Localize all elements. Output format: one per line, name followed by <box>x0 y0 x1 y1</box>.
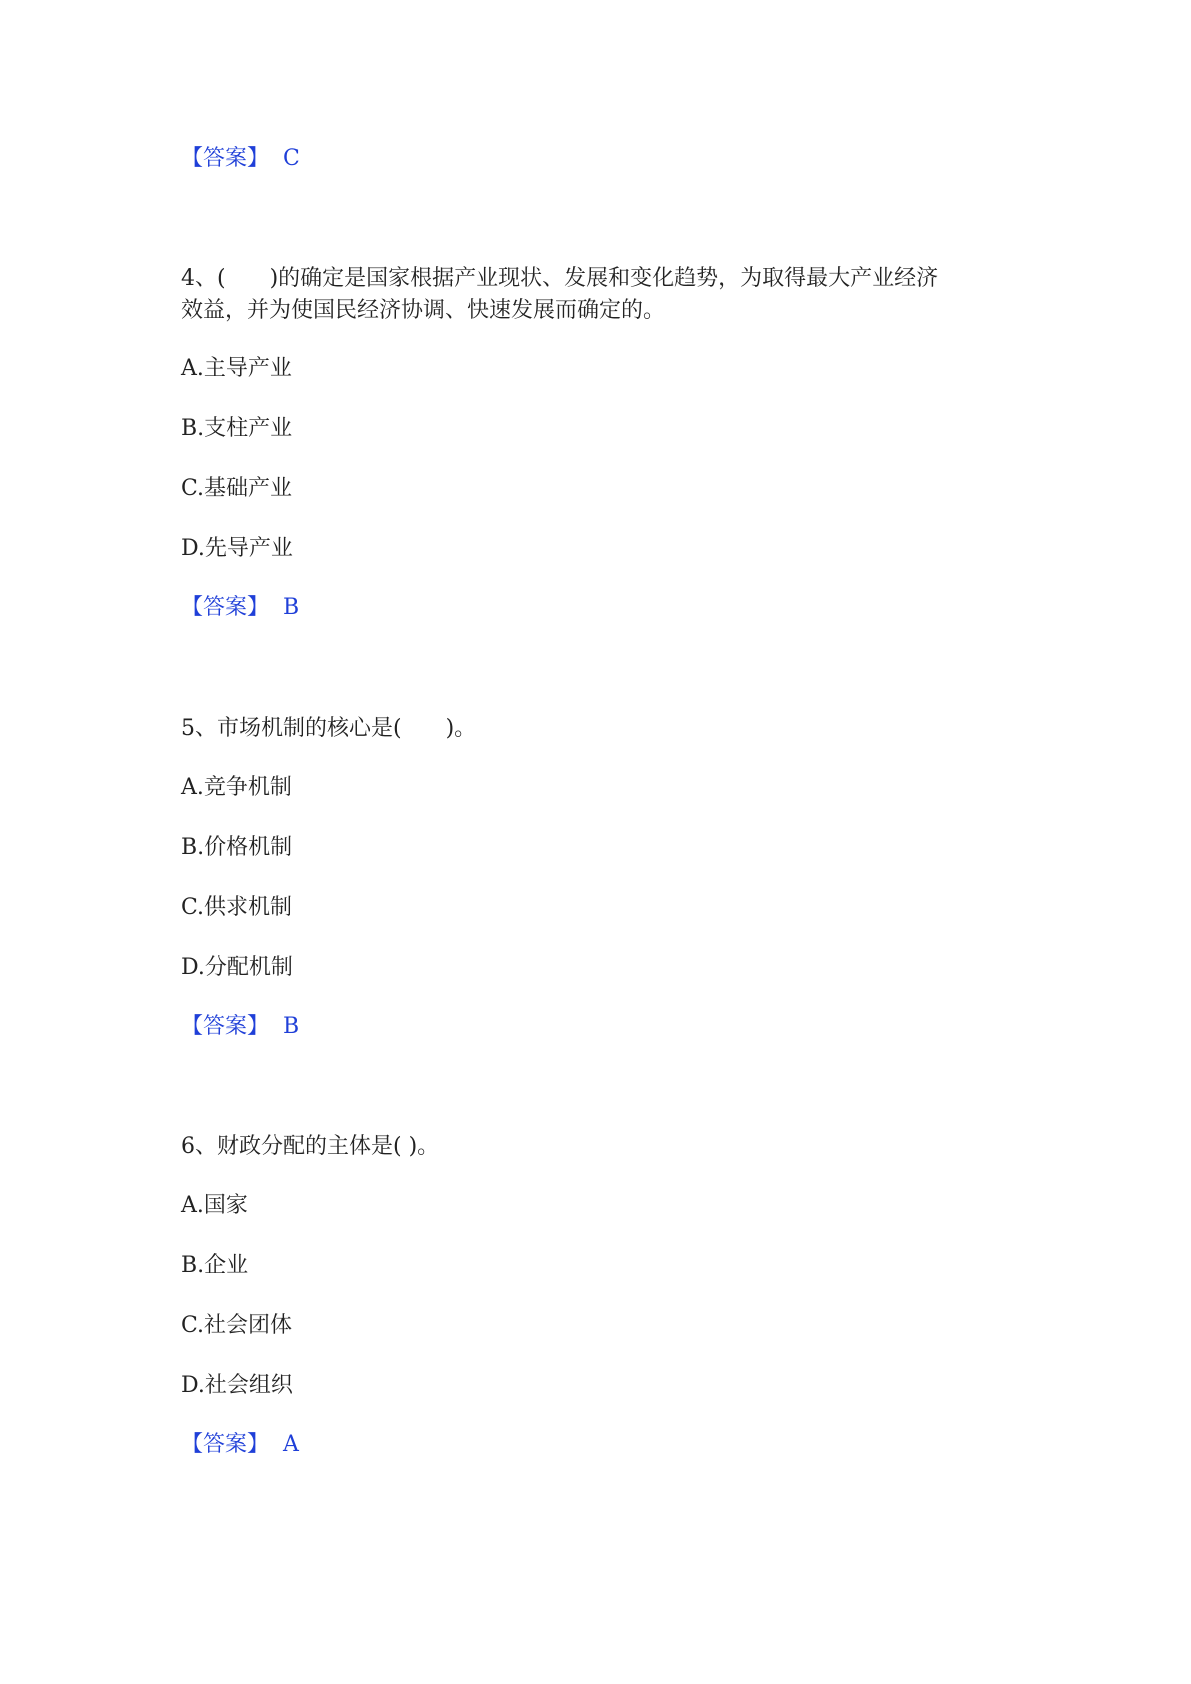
question-6-answer <box>181 1429 299 1461</box>
question-5-option-a: A.竞争机制 <box>181 775 292 800</box>
answer-label: 【答案】 <box>181 146 270 171</box>
question-4-option-a: A.主导产业 <box>181 356 292 381</box>
answer-line <box>181 143 300 175</box>
question-5-stem: 5、市场机制的核心是( )。 <box>181 716 477 741</box>
question-6-stem: 6、财政分配的主体是( )。 <box>181 1134 440 1159</box>
question-4-option-d: D.先导产业 <box>181 536 293 561</box>
question-5-option-c: C.供求机制 <box>181 895 293 920</box>
question-5-option-d: D.分配机制 <box>181 955 293 980</box>
question-6-option-c: C.社会团体 <box>181 1313 293 1338</box>
question-4-option-c: C.基础产业 <box>181 476 293 501</box>
answer-label: 【答案】 <box>181 595 270 620</box>
answer-value: B <box>283 1014 300 1039</box>
question-5-answer <box>181 1011 299 1043</box>
answer-value: C <box>283 146 300 171</box>
question-4-answer <box>181 592 299 624</box>
answer-value: A <box>283 1432 299 1457</box>
question-5-option-b: B.价格机制 <box>181 835 293 860</box>
answer-value: B <box>283 595 300 620</box>
question-6-option-d: D.社会组织 <box>181 1373 293 1398</box>
question-4-option-b: B.支柱产业 <box>181 416 293 441</box>
question-6-option-a: A.国家 <box>181 1193 248 1218</box>
answer-label: 【答案】 <box>181 1432 270 1457</box>
question-6-option-b: B.企业 <box>181 1253 249 1278</box>
question-4-stem-line-2: 效益，并为使国民经济协调、快速发展而确定的。 <box>181 298 666 323</box>
answer-label: 【答案】 <box>181 1014 270 1039</box>
question-4-stem-line-1: 4、( )的确定是国家根据产业现状、发展和变化趋势，为取得最大产业经济 <box>181 266 939 291</box>
